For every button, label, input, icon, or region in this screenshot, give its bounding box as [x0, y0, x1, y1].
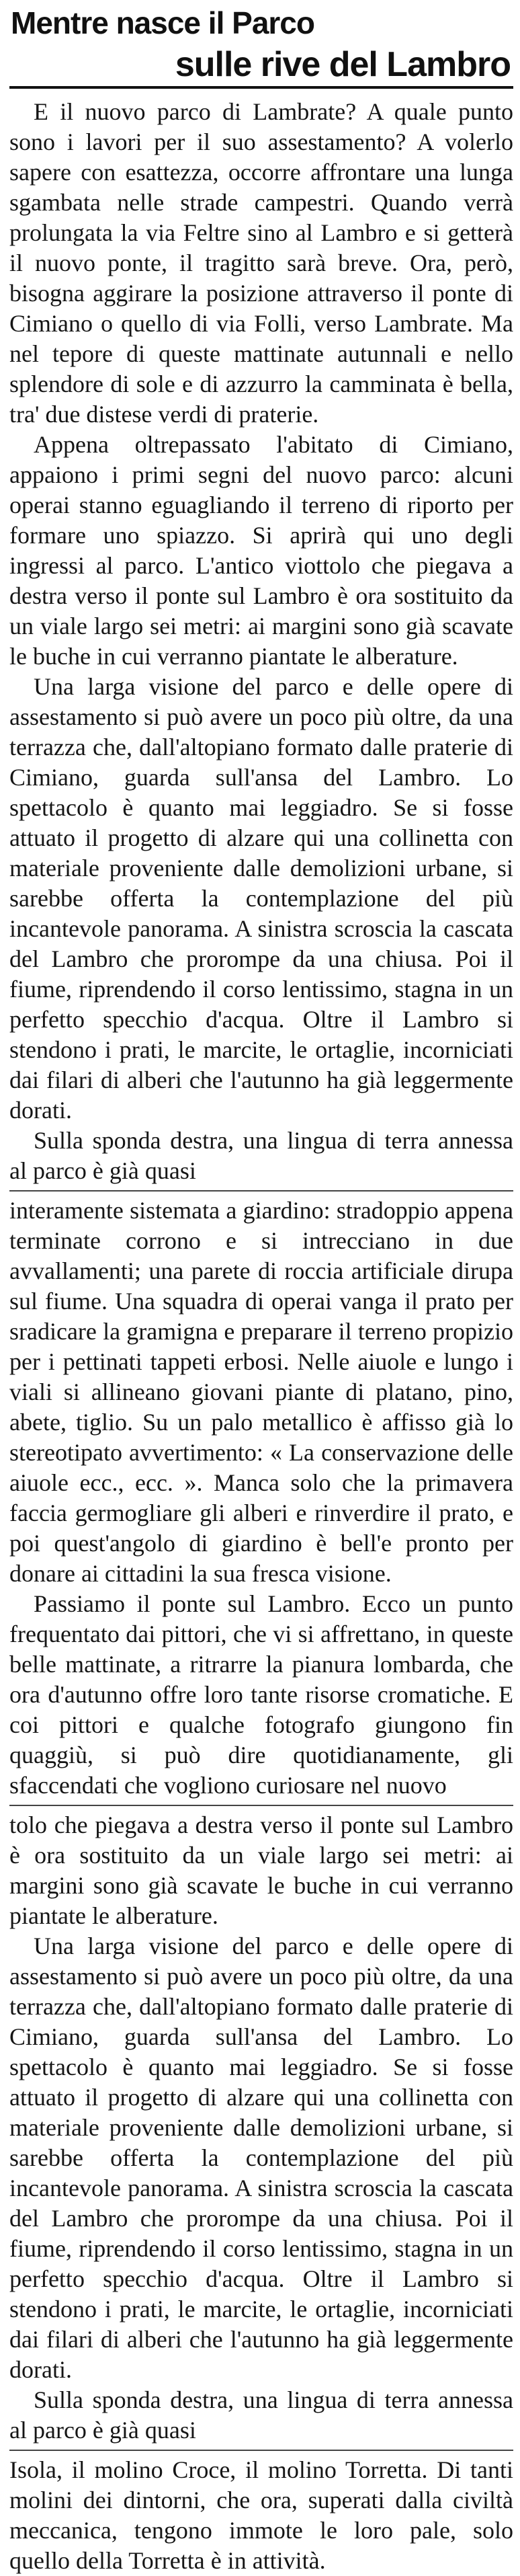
paragraph-10: Isola, il molino Croce, il molino Torretta. Di tanti molini dei dintorni, che ora, superati dalla civiltà meccanica, tengono immote le loro pale, solo quello della Torretta è in attività. — [9, 2456, 513, 2574]
paragraph-8: Una larga visione del parco e delle opere di assestamento si può avere un poco più oltre, da una terrazza che, dall'altopiano formato dalle praterie di Cimiano, guarda sull'ansa del Lambro. Lo spettacolo è quanto mai leggiadro. Se si fosse attuato il progetto di alzare qui una collinetta con materiale proveniente dalle demolizioni urbane, si sarebbe offerta la contemplazione del più incantevole panorama. A sinistra scroscia la cascata del Lambro che prorompe da una chiusa. Poi il fiume, riprendendo il corso lentissimo, stagna in un perfetto specchio d'acqua. Oltre il Lambro si stendono i prati, le marcite, le ortaglie, incorniciati dai filari di alberi che l'autunno ha già leggermente dorati. — [9, 1933, 513, 2383]
paragraph-6: Passiamo il ponte sul Lambro. Ecco un punto frequentato dai pittori, che vi si affrettano, in queste belle mattinate, a ritrarre la pianura lombarda, che ora d'autunno offre loro tante risorse cromatiche. E coi pittori e qualche fotografo giungono fin quaggiù, si può dire quotidianamente, gli sfaccendati che vogliono curiosare nel nuovo — [9, 1590, 513, 1799]
cut-line-2 — [9, 1805, 513, 1806]
paragraph-3: Una larga visione del parco e delle opere di assestamento si può avere un poco più oltre, da una terrazza che, dall'altopiano formato dalle praterie di Cimiano, guarda sull'ansa del Lambro. Lo spettacolo è quanto mai leggiadro. Se si fosse attuato il progetto di alzare qui una collinetta con materiale proveniente dalle demolizioni urbane, si sarebbe offerta la contemplazione del più incantevole panorama. A sinistra scroscia la cascata del Lambro che prorompe da una chiusa. Poi il fiume, riprendendo il corso lentissimo, stagna in un perfetto specchio d'acqua. Oltre il Lambro si stendono i prati, le marcite, le ortaglie, incorniciati dai filari di alberi che l'autunno ha già leggermente dorati. — [9, 673, 513, 1124]
paragraph-7: tolo che piegava a destra verso il ponte sul Lambro è ora sostituito da un viale largo sei metri: ai margini sono già scavate le buche in cui verranno piantate le alberature. — [9, 1811, 513, 1929]
cut-line-1 — [9, 1190, 513, 1192]
paragraph-4: Sulla sponda destra, una lingua di terra annessa al parco è già quasi — [9, 1127, 513, 1184]
headline-line-1: Mentre nasce il Parco — [11, 5, 314, 40]
paragraph-5: interamente sistemata a giardino: stradoppio appena terminate corrono e si intrecciano in due avvallamenti; una parete di roccia artificiale dirupa sul fiume. Una squadra di operai vanga il prato per sradicare la gramigna e preparare il terreno propizio per i pettinati tappeti erbosi. Nelle aiuole e lungo i viali si allineano giovani piante di platano, pino, abete, tiglio. Su un palo metallico è affisso già lo stereotipato avvertimento: « La conservazione delle aiuole ecc., ecc. ». Manca solo che la primavera faccia germogliare gli alberi e rinverdire il prato, e poi quest'angolo di giardino è bell'e pronto per donare ai cittadini la sua fresca visione. — [9, 1197, 513, 1587]
headline-line-2: sulle rive del Lambro — [9, 43, 513, 89]
article-body — [9, 97, 513, 2576]
paragraph-9: Sulla sponda destra, una lingua di terra annessa al parco è già quasi — [9, 2386, 513, 2444]
paragraph-1: E il nuovo parco di Lambrate? A quale punto sono i lavori per il suo assestamento? A volerlo sapere con esattezza, occorre affrontare una lunga sgambata nelle strade campestri. Quando verrà prolungata la via Feltre sino al Lambro e si getterà il nuovo ponte, il tragitto sarà breve. Ora, però, bisogna aggirare la posizione attraverso il ponte di Cimiano o quello di via Folli, verso Lambrate. Ma nel tepore di queste mattinate autunnali e nello splendore di sole e di azzurro la camminata è bella, tra' due distese verdi di praterie. — [9, 98, 513, 428]
paragraph-2: Appena oltrepassato l'abitato di Cimiano, appaiono i primi segni del nuovo parco: alcuni operai stanno eguagliando il terreno di riporto per formare uno spiazzo. Si aprirà qui uno degli ingressi al parco. L'antico viottolo che piegava a destra verso il ponte sul Lambro è ora sostituito da un viale largo sei metri: ai margini sono già scavate le buche in cui verranno piantate le alberature. — [9, 431, 513, 670]
cut-line-3 — [9, 2450, 513, 2451]
